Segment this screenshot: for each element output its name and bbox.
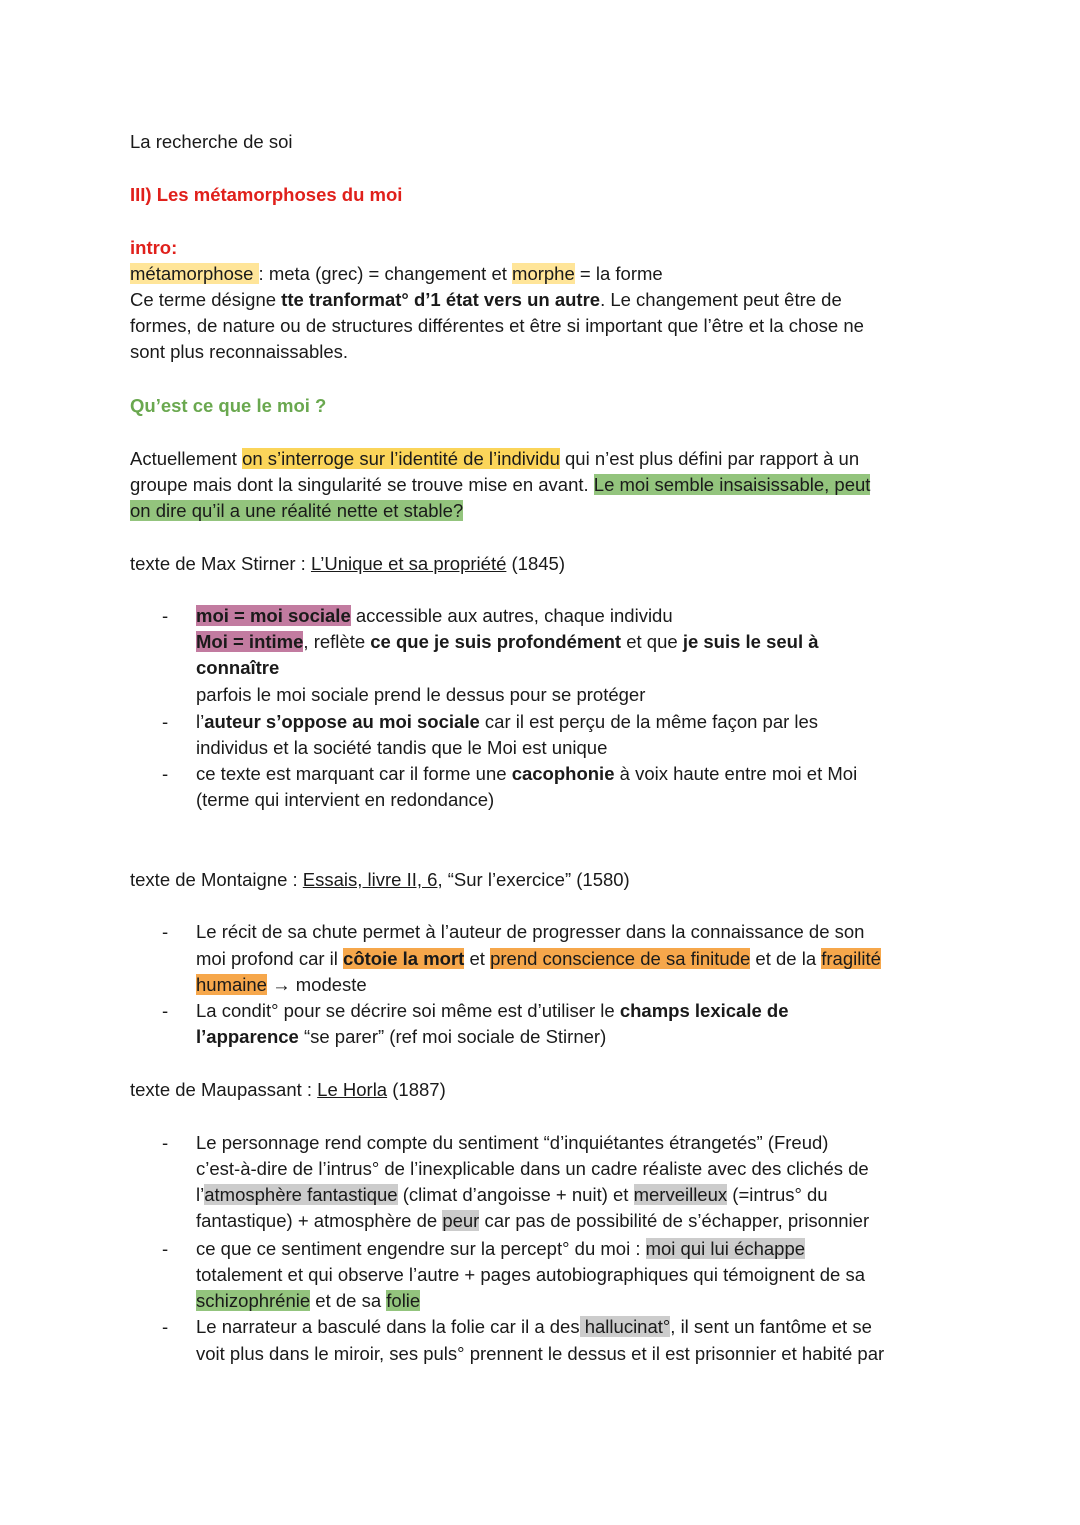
question-line-1: Actuellement on s’interroge sur l’identité de l’individu qui n’est plus défini par rapport à un (130, 448, 860, 469)
maupassant-line-8: Le narrateur a basculé dans la folie car il a des hallucinat°, il sent un fantôme et se (196, 1316, 872, 1337)
maupassant-line-1: Le personnage rend compte du sentiment “d’inquiétantes étrangetés” (Freud) (196, 1132, 829, 1153)
bullet-dash: - (162, 1000, 169, 1021)
bullet-dash: - (162, 763, 169, 784)
intro-line-2: Ce terme désigne tte tranformat° d’1 état vers un autre. Le changement peut être de (130, 289, 842, 310)
stirner-line-6: individus et la société tandis que le Moi est unique (196, 737, 608, 758)
question-line-3: on dire qu’il a une réalité nette et stable? (130, 500, 464, 521)
stirner-intro: texte de Max Stirner : L’Unique et sa propriété (1845) (130, 553, 565, 574)
montaigne-line-3: humaine → modeste (196, 974, 367, 995)
stirner-line-7: ce texte est marquant car il forme une cacophonie à voix haute entre moi et Moi (196, 763, 858, 784)
stirner-line-4: parfois le moi sociale prend le dessus pour se protéger (196, 684, 646, 705)
intro-line-1: métamorphose : meta (grec) = changement et morphe = la forme (130, 263, 663, 284)
intro-heading: intro: (130, 237, 178, 258)
bullet-dash: - (162, 605, 169, 626)
intro-line-3: formes, de nature ou de structures différentes et être si important que l’être et la chose ne (130, 315, 864, 336)
maupassant-line-3: l’atmosphère fantastique (climat d’angoisse + nuit) et merveilleux (=intrus° du (196, 1184, 828, 1205)
bullet-dash: - (162, 711, 169, 732)
montaigne-line-5: l’apparence “se parer” (ref moi sociale de Stirner) (196, 1026, 607, 1047)
maupassant-line-4: fantastique) + atmosphère de peur car pas de possibilité de s’échapper, prisonnier (196, 1210, 870, 1231)
maupassant-line-9: voit plus dans le miroir, ses puls° prennent le dessus et il est prisonnier et habité par (196, 1343, 885, 1364)
maupassant-line-5: ce que ce sentiment engendre sur la percept° du moi : moi qui lui échappe (196, 1238, 806, 1259)
question-heading: Qu’est ce que le moi ? (130, 395, 327, 416)
section-heading: III) Les métamorphoses du moi (130, 184, 403, 205)
maupassant-intro: texte de Maupassant : Le Horla (1887) (130, 1079, 446, 1100)
maupassant-line-2: c’est-à-dire de l’intrus° de l’inexplicable dans un cadre réaliste avec des clichés de (196, 1158, 869, 1179)
question-line-2: groupe mais dont la singularité se trouve mise en avant. Le moi semble insaisissable, peut (130, 474, 871, 495)
stirner-line-1: moi = moi sociale accessible aux autres, chaque individu (196, 605, 673, 626)
bullet-dash: - (162, 1316, 169, 1337)
bullet-dash: - (162, 1238, 169, 1259)
maupassant-line-7: schizophrénie et de sa folie (196, 1290, 421, 1311)
montaigne-line-2: moi profond car il côtoie la mort et prend conscience de sa finitude et de la fragilité (196, 948, 881, 969)
montaigne-intro: texte de Montaigne : Essais, livre II, 6, “Sur l’exercice” (1580) (130, 869, 630, 890)
maupassant-line-6: totalement et qui observe l’autre + pages autobiographiques qui témoignent de sa (196, 1264, 866, 1285)
montaigne-line-1: Le récit de sa chute permet à l’auteur de progresser dans la connaissance de son (196, 921, 865, 942)
intro-line-4: sont plus reconnaissables. (130, 341, 349, 362)
bullet-dash: - (162, 921, 169, 942)
doc-title: La recherche de soi (130, 131, 293, 152)
stirner-line-8: (terme qui intervient en redondance) (196, 789, 495, 810)
stirner-line-3: connaître (196, 657, 280, 678)
stirner-line-5: l’auteur s’oppose au moi sociale car il est perçu de la même façon par les (196, 711, 819, 732)
stirner-line-2: Moi = intime, reflète ce que je suis profondément et que je suis le seul à (196, 631, 819, 652)
bullet-dash: - (162, 1132, 169, 1153)
montaigne-line-4: La condit° pour se décrire soi même est d’utiliser le champs lexicale de (196, 1000, 789, 1021)
